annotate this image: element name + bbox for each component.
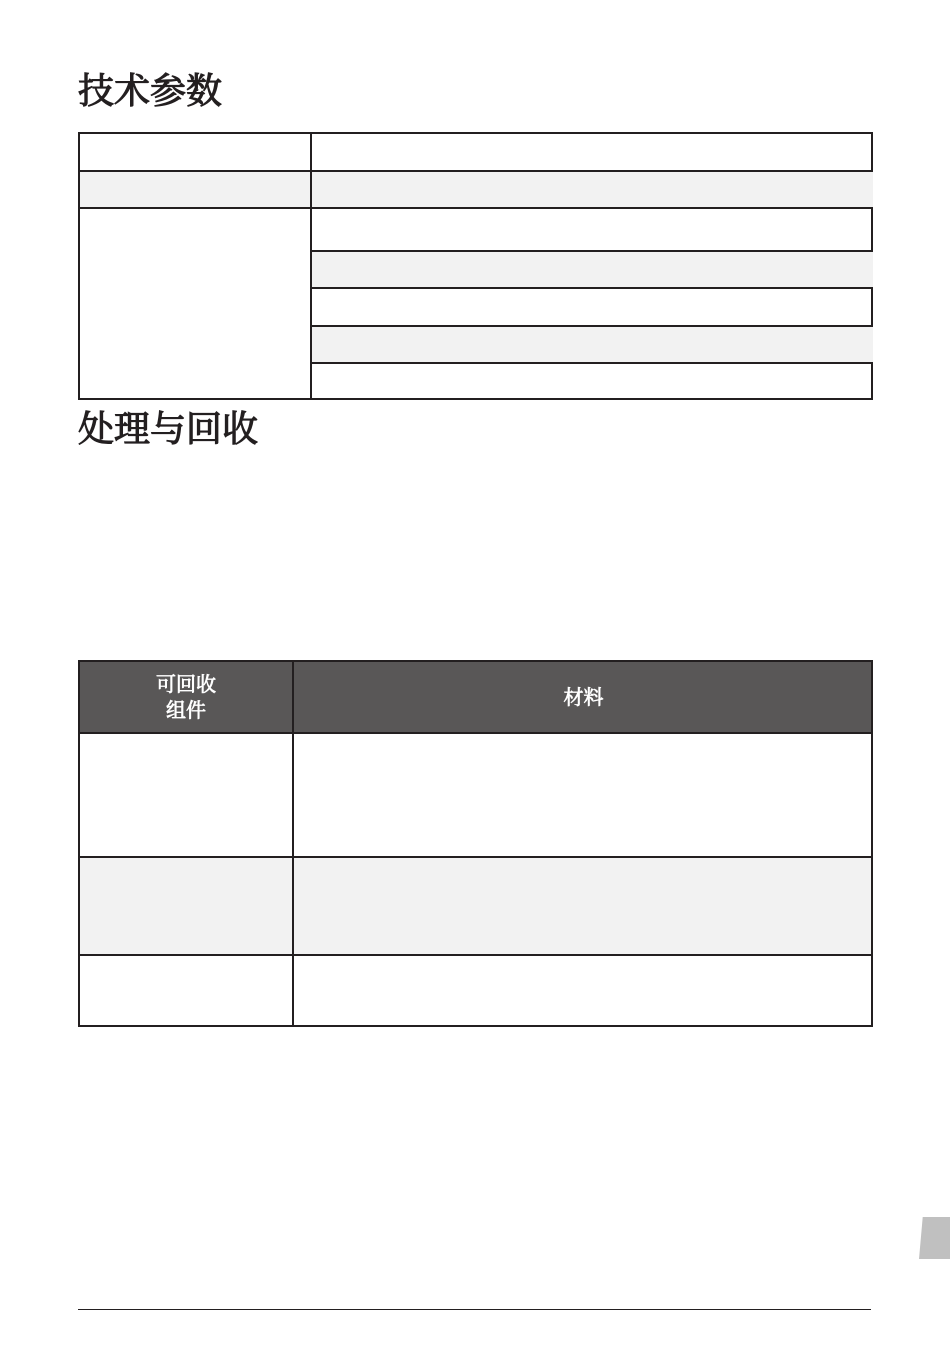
spec-row-1-label xyxy=(80,134,310,170)
spec-row-divider xyxy=(312,362,873,364)
spec-row-divider xyxy=(312,287,873,289)
spec-row-2-label xyxy=(80,172,310,207)
spec-row-7-value xyxy=(312,364,873,398)
header-component: 可回收 组件 xyxy=(156,672,216,722)
recycle-row-3 xyxy=(80,956,871,1025)
recycle-table xyxy=(78,660,873,1027)
specs-heading: 技术参数 xyxy=(78,71,223,112)
spec-row-4-value xyxy=(312,252,873,287)
disposal-heading: 处理与回收 xyxy=(78,409,259,450)
spec-row-divider xyxy=(312,325,873,327)
header-material: 材料 xyxy=(563,685,604,709)
spec-row-divider xyxy=(80,207,873,209)
spec-row-divider xyxy=(80,170,873,172)
recycle-column-divider xyxy=(292,662,294,1025)
spec-row-3-value xyxy=(312,209,873,250)
page-side-tab xyxy=(919,1217,950,1259)
spec-column-divider xyxy=(310,134,312,398)
spec-group-label xyxy=(80,209,310,398)
footer-rule xyxy=(78,1309,871,1310)
recycle-row-divider xyxy=(80,732,871,734)
spec-row-2-value xyxy=(312,172,873,207)
spec-row-5-value xyxy=(312,289,873,325)
spec-row-1-value xyxy=(312,134,873,170)
recycle-row-1 xyxy=(80,734,871,856)
recycle-row-divider xyxy=(80,954,871,956)
spec-row-divider xyxy=(312,250,873,252)
recycle-row-divider xyxy=(80,856,871,858)
recycle-row-2 xyxy=(80,858,871,954)
specs-table xyxy=(78,132,873,400)
spec-row-6-value xyxy=(312,327,873,362)
